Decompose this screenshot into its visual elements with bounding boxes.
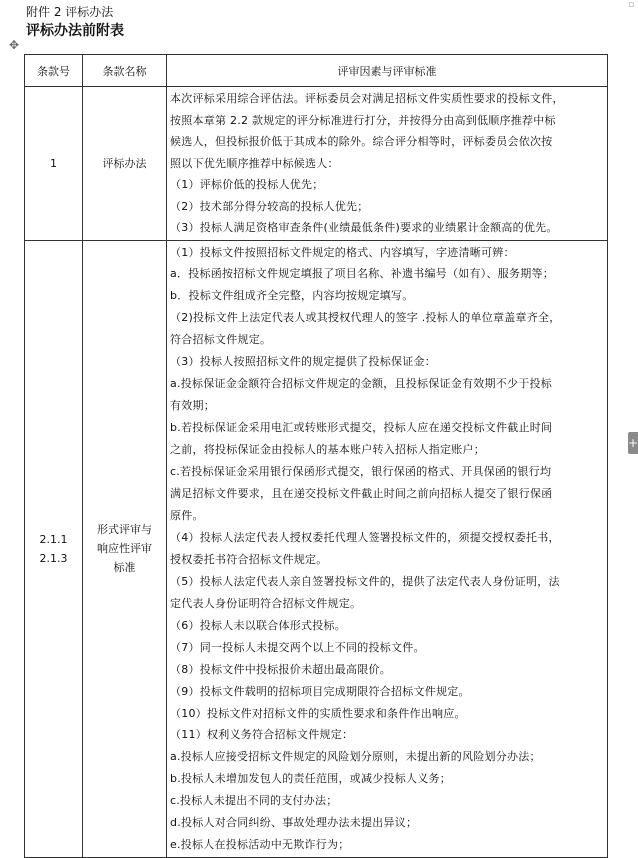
criteria-line: 定代表人身份证明符合招标文件规定。 (170, 596, 362, 610)
criteria-line: a.投标人应接受招标文件规定的风险划分原则，未提出新的风险划分办法； (170, 750, 541, 764)
clause-number-line: 1 (50, 156, 57, 170)
clause-name-line: 形式评审与 (97, 523, 152, 537)
clause-table (24, 54, 608, 858)
criteria-cell (167, 240, 608, 858)
clause-name-line: 评标办法 (102, 156, 147, 170)
table-row (25, 240, 608, 858)
criteria-cell (167, 87, 608, 241)
criteria-line: 有效期； (170, 399, 215, 413)
criteria-line: c.若投标保证金采用银行保函形式提交，银行保函的格式、开具保函的银行均 (170, 465, 552, 479)
criteria-line: d.投标人对合同纠纷、事故处理办法未提出异议； (170, 816, 418, 830)
criteria-line: 授权委托书符合招标文件规定。 (170, 552, 328, 566)
corner-handle-icon: ▫ (628, 0, 635, 10)
header-criteria: 评审因素与评审标准 (167, 55, 608, 87)
criteria-line: （11）权利义务符合招标文件规定： (170, 728, 354, 742)
criteria-line: （3）投标人按照招标文件的规定提供了投标保证金： (170, 355, 436, 369)
criteria-line: 满足招标文件要求，且在递交投标文件截止时间之前向招标人提交了银行保函 (170, 486, 553, 500)
criteria-line: （2)投标文件上法定代表人或其授权代理人的签字 .投标人的单位章盖章齐全， (170, 311, 561, 325)
clause-number-line: 2.1.1 (39, 532, 68, 546)
criteria-line: 原件。 (170, 508, 204, 522)
header-clause-number: 条款号 (25, 55, 83, 87)
clause-name-cell (83, 87, 167, 241)
criteria-line: b.若投标保证金采用电汇或转账形式提交，投标人应在递交投标文件截止时间 (170, 421, 553, 435)
attachment-label: 附件 2 评标办法 (26, 5, 114, 19)
criteria-line: （1）投标文件按照招标文件规定的格式、内容填写，字迹清晰可辨： (170, 245, 515, 259)
criteria-line: 之前，将投标保证金由投标人的基本账户转入招标人指定账户； (170, 443, 485, 457)
criteria-line: （8）投标文件中投标报价未超出最高限价。 (170, 662, 391, 676)
criteria-line: a.投标保证金金额符合招标文件规定的金额，且投标保证金有效期不少于投标 (170, 377, 552, 391)
criteria-line: 照以下优先顺序推荐中标候选人： (170, 156, 339, 170)
criteria-line: a．投标函按招标文件规定填报了项目名称、补遗书编号（如有）、服务期等； (170, 267, 554, 281)
add-column-plus-icon[interactable]: + (628, 432, 638, 454)
criteria-line: （1）评标价低的投标人优先； (170, 178, 324, 191)
table-header-row (25, 55, 608, 87)
table-row (25, 87, 608, 241)
criteria-line: （3）投标人满足资格审查条件(业绩最低条件)要求的业绩累计金额高的优先。 (170, 221, 558, 234)
criteria-line: 本次评标采用综合评估法。评标委员会对满足招标文件实质性要求的投标文件， (170, 92, 564, 105)
move-cross-icon[interactable]: ✥ (9, 38, 20, 52)
clause-number-cell (25, 240, 83, 858)
criteria-line: （9）投标文件载明的招标项目完成期限符合招标文件规定。 (170, 684, 470, 698)
criteria-line: （7）同一投标人未提交两个以上不同的投标文件。 (170, 640, 425, 654)
criteria-line: （4）投标人法定代表人授权委托代理人签署投标文件的，须提交授权委托书， (170, 530, 560, 544)
clause-name-line: 响应性评审 (97, 542, 152, 556)
header-clause-name: 条款名称 (83, 55, 167, 87)
clause-name-line: 标准 (113, 561, 136, 575)
criteria-line: b．投标文件组成齐全完整，内容均按规定填写。 (170, 289, 414, 303)
criteria-line: （10）投标文件对招标文件的实质性要求和条件作出响应。 (170, 706, 466, 720)
criteria-line: b.投标人未增加发包人的责任范围，或减少投标人义务； (170, 772, 451, 786)
clause-name-cell (83, 240, 167, 858)
clause-number-cell (25, 87, 83, 241)
criteria-line: （5）投标人法定代表人亲自签署投标文件的，提供了法定代表人身份证明，法 (170, 574, 560, 588)
clause-number-line: 2.1.3 (39, 551, 68, 565)
criteria-line: 按照本章第 2.2 款规定的评分标准进行打分，并按得分由高到低顺序推荐中标 (170, 113, 556, 127)
criteria-line: c.投标人未提出不同的支付办法； (170, 794, 338, 808)
criteria-line: e.投标人在投标活动中无欺诈行为； (170, 838, 350, 852)
criteria-line: （2）技术部分得分较高的投标人优先； (170, 199, 369, 213)
criteria-line: 候选人，但投标报价低于其成本的除外。综合评分相等时，评标委员会依次按 (170, 135, 553, 148)
criteria-line: 符合招标文件规定。 (170, 333, 272, 347)
page-title: 评标办法前附表 (26, 23, 124, 39)
criteria-line: （6）投标人未以联合体形式投标。 (170, 618, 346, 632)
